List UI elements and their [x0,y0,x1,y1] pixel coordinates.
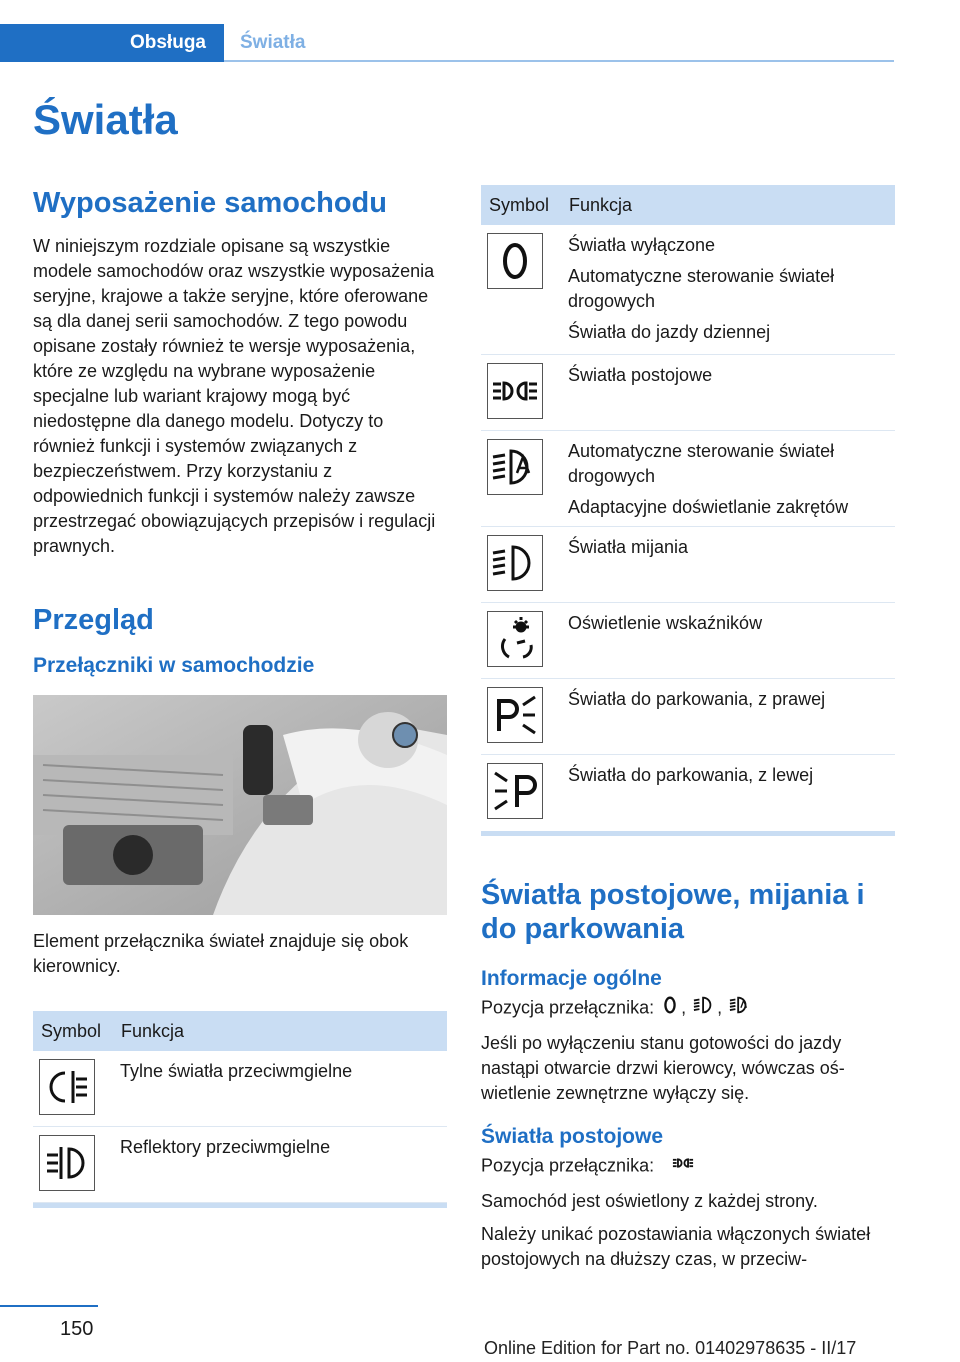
table-row [481,679,895,755]
auto-headlight-icon [727,994,753,1023]
function-label: Automatyczne sterowanie świateł drogowych [568,441,835,486]
function-label: Światła mijania [568,537,689,557]
light-switch-photo [33,695,447,915]
overview-heading: Przegląd [33,604,154,636]
tab-obsluga[interactable]: Obsługa [0,24,224,62]
low-beam-icon [691,994,717,1023]
table-row [481,355,895,431]
switches-heading: Przełączniki w samochodzie [33,654,315,677]
col-function: Funkcja [121,1020,185,1041]
parking-lights-icon [659,1152,707,1181]
page-number: 150 [60,1318,94,1340]
parking-heading: Światła postojowe [481,1125,664,1148]
table-header [481,185,895,225]
table-row [33,1051,447,1127]
right-column [481,180,895,1272]
parking-light-right-icon [487,687,543,743]
zero-position-icon [487,233,543,289]
general-text: Jeśli po wyłączeniu stanu gotowości do jazdy nastąpi otwarcie drzwi kierowcy, wówczas oświetlenie zewnętrzne wyłączy się. [481,1033,845,1103]
equipment-text: W niniejszym rozdziale opisane są wszystkie modele samochodów oraz wszystkie wyposażenia seryjne, krajowe a także seryjne, które oferowane są dla danej serii samochodów. Z tego powodu opisane zostały również te wersje wyposażenia, które ze względu na wybrane wyposażenie specjalne lub wariant krajowy mogą być niedostępne dla danego modelu. Dotyczy to również funkcji i systemów związanych z bezpieczeństwem. Przy korzystaniu z odpowiednich funkcji i systemów należy zawsze przestrzegać obowiązujących przepisów i regulacji prawnych. [33,236,436,556]
function-label: Światła wyłączone [568,235,716,255]
parking-text-1: Samochód jest oświetlony z każdej strony. [481,1191,818,1211]
edition-note: Online Edition for Part no. 01402978635 - II/17 [484,1338,857,1358]
zero-position-icon [659,994,681,1023]
page-title: Światła [33,96,178,143]
switch-position-label: Pozycja przełącznika: [481,1155,655,1176]
switch-position-label: Pozycja przełącznika: [481,997,655,1018]
function-label: Reflektory przeciwmgielne [120,1137,331,1157]
tab-swiatla[interactable]: Światła [240,32,306,53]
rear-fog-light-icon [39,1059,95,1115]
parking-lights-icon [487,363,543,419]
col-symbol: Symbol [41,1020,102,1041]
table-row [481,431,895,527]
parking-light-left-icon [487,763,543,819]
front-fog-light-icon [39,1135,95,1191]
photo-caption: Element przełącznika świateł znajduje się obok kierownicy. [33,931,409,976]
switch-position-line: Pozycja przełącznika: , , [481,994,895,1023]
table-row [481,225,895,355]
parking-text-2: Należy unikać pozostawiania włączonych świateł postojowych na dłuższy czas, w przeciw- [481,1224,871,1269]
function-label: Światła do parkowania, z prawej [568,689,826,709]
function-label: Automatyczne sterowanie świateł drogowych [568,266,835,311]
table-row [33,1127,447,1203]
footer-rule [0,1305,98,1307]
table-row [481,527,895,603]
instrument-lighting-icon [487,611,543,667]
equipment-heading: Wyposażenie samochodu [33,187,387,219]
col-symbol: Symbol [489,194,550,215]
function-label: Adaptacyjne doświetlanie zakrętów [568,497,849,517]
function-label: Tylne światła przeciwmgielne [120,1061,353,1081]
table-row [481,603,895,679]
fog-lights-table [33,1011,447,1208]
general-heading: Informacje ogólne [481,967,662,990]
table-row [481,755,895,831]
table-header [33,1011,447,1051]
function-label: Światła do parkowania, z lewej [568,765,814,785]
function-label: Oświetlenie wskaźników [568,613,763,633]
col-function: Funkcja [569,194,633,215]
header-tabs [0,24,894,62]
function-label: Światła postojowe [568,365,713,385]
left-column [33,180,447,1208]
function-label: Światła do jazdy dziennej [568,322,771,342]
auto-headlight-icon [487,439,543,495]
low-beam-icon [487,535,543,591]
parking-switch-line [481,1152,895,1181]
light-switch-table [481,185,895,836]
section-heading: Światła postojowe, mijania i do parkowania [481,879,865,945]
